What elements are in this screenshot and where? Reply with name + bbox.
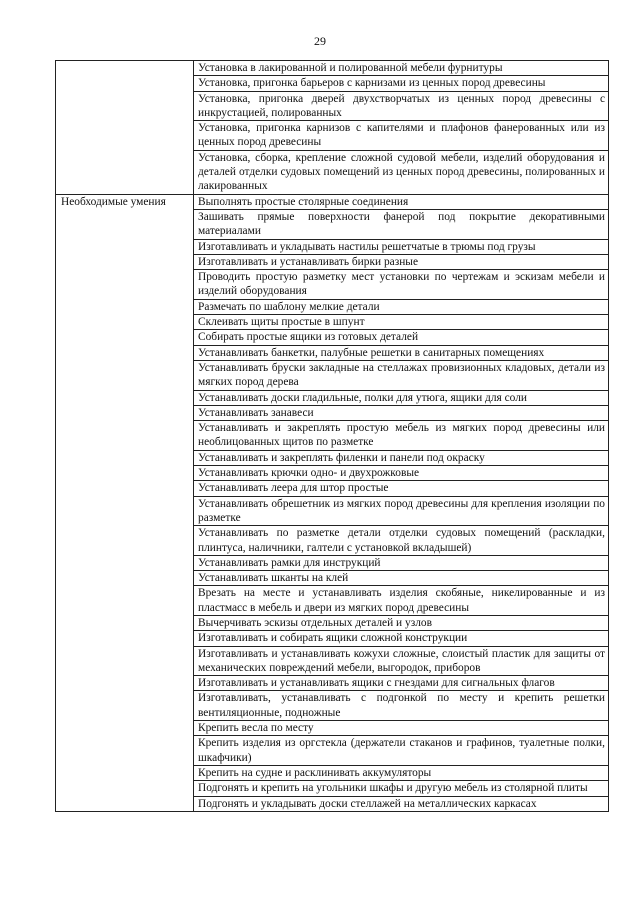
requirement-item: Устанавливать доски гладильные, полки для утюга, ящики для соли [194,390,609,405]
requirement-item: Крепить изделия из оргстекла (держатели стаканов и графинов, туалетные полки, шкафчики) [194,736,609,766]
table-row [56,194,609,209]
requirement-item: Установка, пригонка дверей двухстворчатых из ценных пород древесины с инкрустацией, полированных [194,91,609,121]
requirement-item: Устанавливать рамки для инструкций [194,555,609,570]
table-body [56,61,609,812]
requirements-table [55,60,609,812]
requirement-item: Устанавливать банкетки, палубные решетки в санитарных помещениях [194,345,609,360]
requirement-item: Изготавливать, устанавливать с подгонкой по месту и крепить решетки вентиляционные, подножные [194,691,609,721]
requirement-item: Крепить на судне и расклинивать аккумуляторы [194,765,609,780]
requirement-item: Склеивать щиты простые в шпунт [194,315,609,330]
requirement-item: Выполнять простые столярные соединения [194,194,609,209]
requirement-item: Изготавливать и укладывать настилы решетчатые в трюмы под грузы [194,239,609,254]
requirement-item: Крепить весла по месту [194,721,609,736]
requirement-item: Устанавливать леера для штор простые [194,481,609,496]
requirement-item: Установка, сборка, крепление сложной судовой мебели, изделий оборудования и деталей отделки судовых помещений из ценных пород древесины, полированных и лакированных [194,150,609,194]
requirement-item: Изготавливать и собирать ящики сложной конструкции [194,631,609,646]
requirement-item: Устанавливать обрешетник из мягких пород древесины для крепления изоляции по разметке [194,496,609,526]
requirement-item: Устанавливать по разметке детали отделки судовых помещений (раскладки, плинтуса, наличники, галтели с установкой вкладышей) [194,526,609,556]
requirement-item: Устанавливать бруски закладные на стеллажах провизионных кладовых, детали из мягких пород дерева [194,360,609,390]
requirement-item: Устанавливать и закреплять простую мебель из мягких пород древесины или необлицованных щитов по разметке [194,421,609,451]
requirement-item: Проводить простую разметку мест установки по чертежам и эскизам мебели и изделий оборудования [194,270,609,300]
requirement-item: Подгонять и крепить на угольники шкафы и другую мебель из столярной плиты [194,781,609,796]
requirement-item: Зашивать прямые поверхности фанерой под покрытие декоративными материалами [194,209,609,239]
requirement-item: Устанавливать шканты на клей [194,571,609,586]
requirement-item: Устанавливать крючки одно- и двухрожковые [194,466,609,481]
requirement-item: Изготавливать и устанавливать кожухи сложные, слоистый пластик для защиты от механических повреждений мебели, выгородок, приборов [194,646,609,676]
requirement-item: Установка, пригонка карнизов с капителями и плафонов фанерованных или из ценных пород древесины [194,121,609,151]
requirement-item: Устанавливать и закреплять филенки и панели под окраску [194,450,609,465]
requirement-item: Врезать на месте и устанавливать изделия скобяные, никелированные и из пластмасс в мебель и двери из мягких пород древесины [194,586,609,616]
requirement-item: Установка, пригонка барьеров с карнизами из ценных пород древесины [194,76,609,91]
requirement-item: Устанавливать занавеси [194,405,609,420]
requirement-item: Размечать по шаблону мелкие детали [194,299,609,314]
requirement-item: Подгонять и укладывать доски стеллажей на металлических каркасах [194,796,609,811]
requirement-item: Изготавливать и устанавливать бирки разные [194,254,609,269]
requirement-item: Установка в лакированной и полированной мебели фурнитуры [194,61,609,76]
requirement-item: Вычерчивать эскизы отдельных деталей и узлов [194,615,609,630]
page-number: 29 [314,34,326,48]
section-label [56,61,194,195]
requirement-item: Изготавливать и устанавливать ящики с гнездами для сигнальных флагов [194,676,609,691]
table-row [56,61,609,76]
section-label: Необходимые умения [56,194,194,811]
requirement-item: Собирать простые ящики из готовых деталей [194,330,609,345]
